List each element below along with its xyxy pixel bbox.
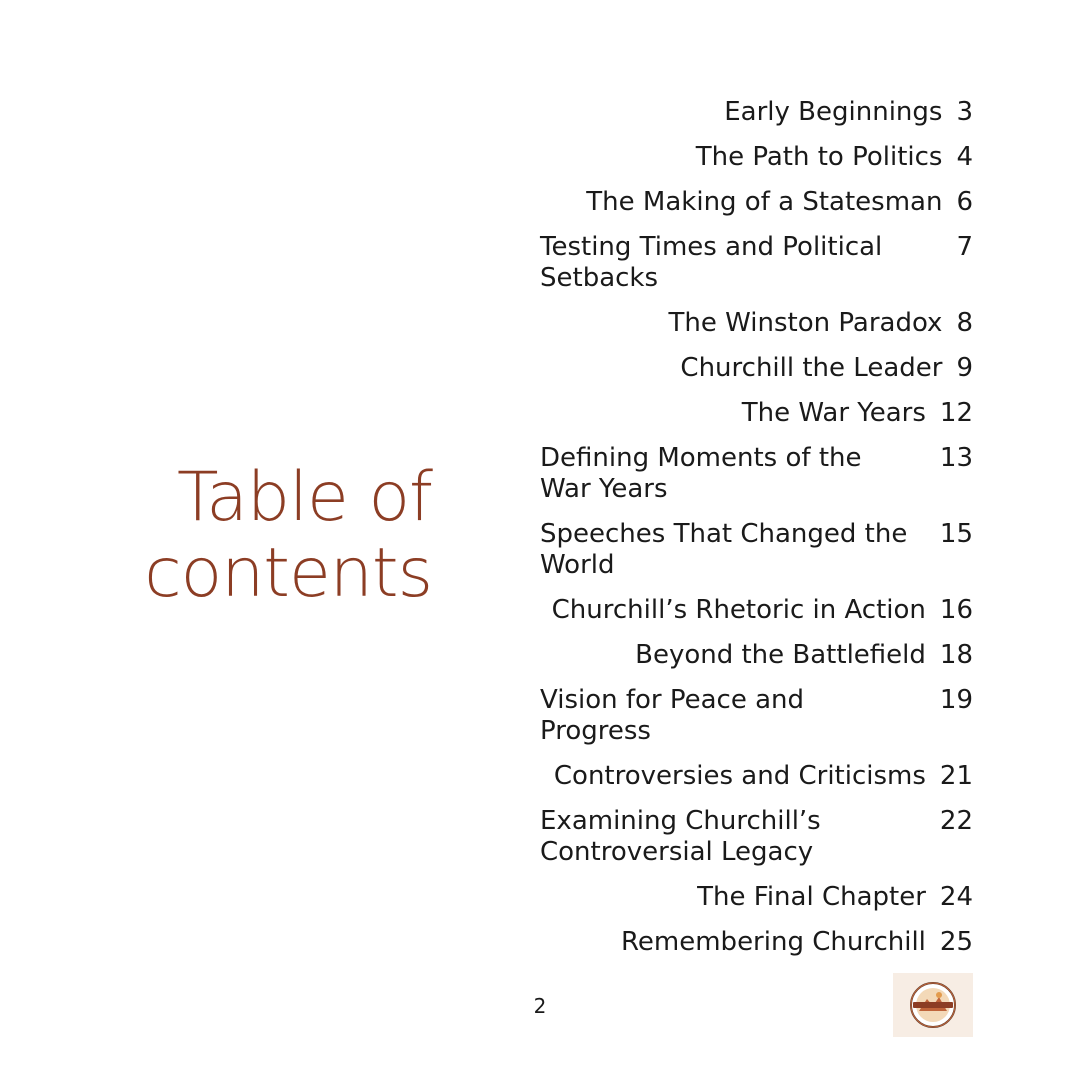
toc-entry-page: 8: [956, 308, 973, 338]
toc-entry[interactable]: [540, 187, 973, 218]
toc-entry-page: 6: [956, 187, 973, 217]
toc-entry[interactable]: [540, 761, 973, 792]
page-number: 2: [533, 994, 547, 1018]
toc-entry-page: 21: [939, 761, 973, 791]
toc-entry-title: The Winston Paradox: [668, 308, 943, 338]
page-title: [60, 460, 432, 612]
publisher-logo-icon: [893, 973, 973, 1037]
toc-entry-page: 3: [956, 97, 973, 127]
toc-entry[interactable]: [540, 882, 973, 913]
toc-entry-page: 16: [939, 595, 973, 625]
toc-entry-page: 12: [939, 398, 973, 428]
toc-entry-page: 4: [956, 142, 973, 172]
toc-entry-title: Remembering Churchill: [621, 927, 926, 957]
toc-entry-page: 25: [939, 927, 973, 957]
toc-entry-page: 19: [939, 685, 973, 715]
toc-entry-title: Examining Churchill’s Controversial Legacy: [540, 806, 821, 867]
toc-entry-title: The War Years: [741, 398, 926, 428]
toc-entry[interactable]: [540, 595, 973, 626]
toc-entry[interactable]: [540, 142, 973, 173]
toc-entry[interactable]: [540, 519, 973, 581]
toc-entry-title: The Final Chapter: [697, 882, 926, 912]
toc-entry-page: 15: [939, 519, 973, 549]
toc-entry-title: Vision for Peace and Progress: [540, 685, 805, 746]
toc-entry[interactable]: [540, 685, 973, 747]
toc-entry-title: Testing Times and Political Setbacks: [540, 232, 883, 293]
toc-entry-title: Churchill the Leader: [680, 353, 943, 383]
toc-entry[interactable]: [540, 97, 973, 128]
toc-entry-title: Churchill’s Rhetoric in Action: [551, 595, 926, 625]
toc-entry[interactable]: [540, 443, 973, 505]
toc-entry[interactable]: [540, 232, 973, 294]
toc-entry-page: 9: [956, 353, 973, 383]
toc-entry[interactable]: [540, 398, 973, 429]
page-title-line-2: contents: [144, 534, 432, 613]
toc-entry-title: Beyond the Battlefield: [635, 640, 926, 670]
toc-entry-title: The Path to Politics: [695, 142, 943, 172]
toc-entry-title: Early Beginnings: [724, 97, 943, 127]
toc-entry[interactable]: [540, 927, 973, 958]
toc-entry-page: 24: [939, 882, 973, 912]
toc-entry[interactable]: [540, 806, 973, 868]
toc-entry-title: Speeches That Changed the World: [540, 519, 908, 580]
table-of-contents: [540, 97, 973, 972]
toc-entry-page: 22: [939, 806, 973, 836]
toc-entry-title: Defining Moments of the War Years: [540, 443, 862, 504]
toc-entry[interactable]: [540, 640, 973, 671]
toc-entry-page: 18: [939, 640, 973, 670]
toc-entry-page: 13: [939, 443, 973, 473]
toc-entry[interactable]: [540, 353, 973, 384]
toc-entry[interactable]: [540, 308, 973, 339]
toc-entry-title: The Making of a Statesman: [586, 187, 943, 217]
page-title-line-1: Table of: [176, 458, 432, 537]
toc-entry-title: Controversies and Criticisms: [553, 761, 926, 791]
toc-entry-page: 7: [956, 232, 973, 262]
